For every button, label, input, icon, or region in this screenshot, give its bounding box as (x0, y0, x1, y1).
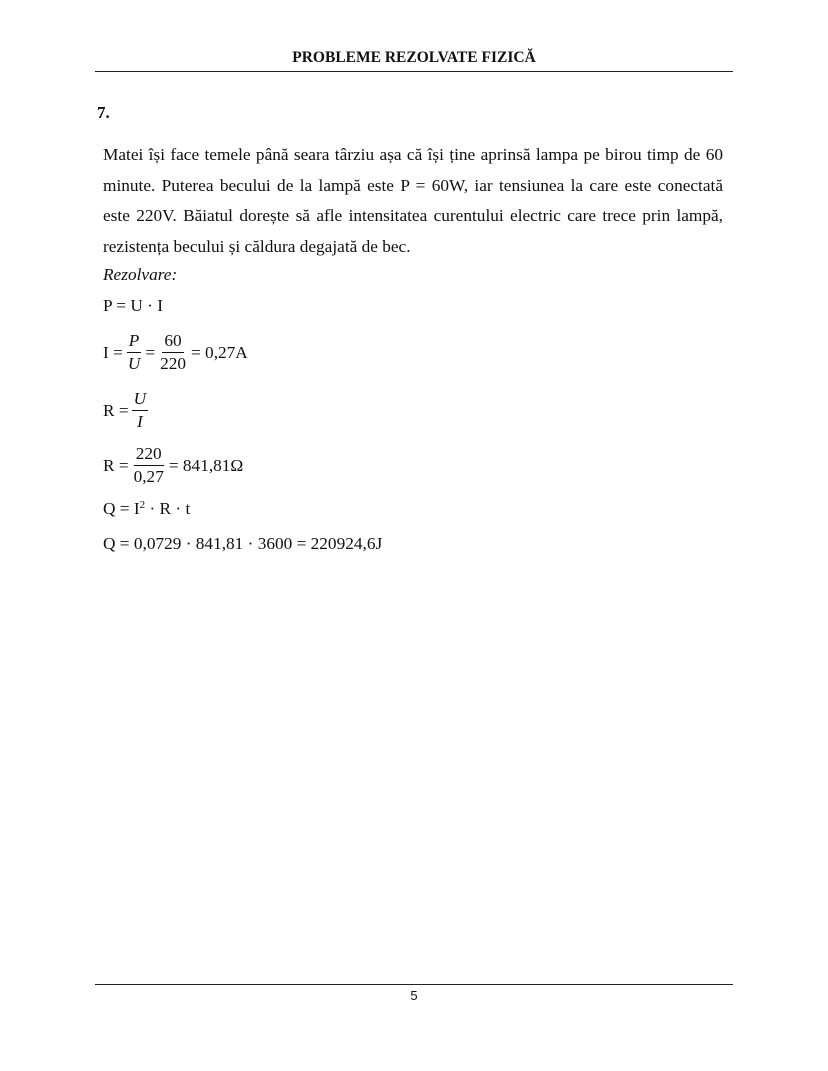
problem-statement: Matei își face temele până seara târziu așa că își ține aprinsă lampa pe birou timp de 60 minute. Puterea becului de la lampă este P = 60W, iar tensiunea la care este conectată este 220V. Băiatul dorește să afle intensitatea curentului electric care trece prin lampă, rezistența becului și căldura degajată de bec. (103, 145, 723, 256)
page-number: 5 (410, 988, 418, 1003)
equation-heat (103, 499, 190, 519)
page-header-title: PROBLEME REZOLVATE FIZICĂ (292, 49, 536, 66)
numerator: 60 (162, 330, 183, 353)
equation-current (103, 330, 248, 375)
header-divider (95, 71, 733, 72)
eq-lhs: I = (103, 342, 123, 362)
footer-divider (95, 984, 733, 985)
fraction-p-over-u (126, 330, 142, 375)
equation-power: P = U · I (103, 296, 163, 315)
eq-rhs: · R · t (145, 499, 191, 518)
eq-lhs: R = (103, 455, 129, 475)
equation-heat-value: Q = 0,0729 · 841,81 · 3600 = 220924,6J (103, 534, 383, 553)
eq-lhs: R = (103, 400, 129, 420)
numerator: P (127, 330, 142, 353)
eq-lhs: Q = I (103, 499, 140, 518)
equation-resistance-value (103, 443, 243, 488)
solution-label: Rezolvare: (103, 265, 178, 284)
denominator: I (136, 412, 143, 431)
fraction-u-over-i (132, 388, 148, 433)
eq-result: = 841,81Ω (168, 455, 244, 475)
problem-number: 7. (97, 103, 110, 122)
equals-sign: = (145, 342, 156, 362)
denominator: 220 (160, 354, 186, 373)
fraction-220-over-027 (132, 443, 166, 488)
superscript: 2 (139, 499, 146, 511)
equation-resistance (103, 388, 151, 433)
numerator: 220 (134, 443, 164, 466)
eq-result: = 0,27A (190, 342, 248, 362)
denominator: U (127, 354, 141, 373)
numerator: U (132, 388, 148, 411)
fraction-60-over-220 (158, 330, 188, 375)
denominator: 0,27 (133, 467, 164, 486)
